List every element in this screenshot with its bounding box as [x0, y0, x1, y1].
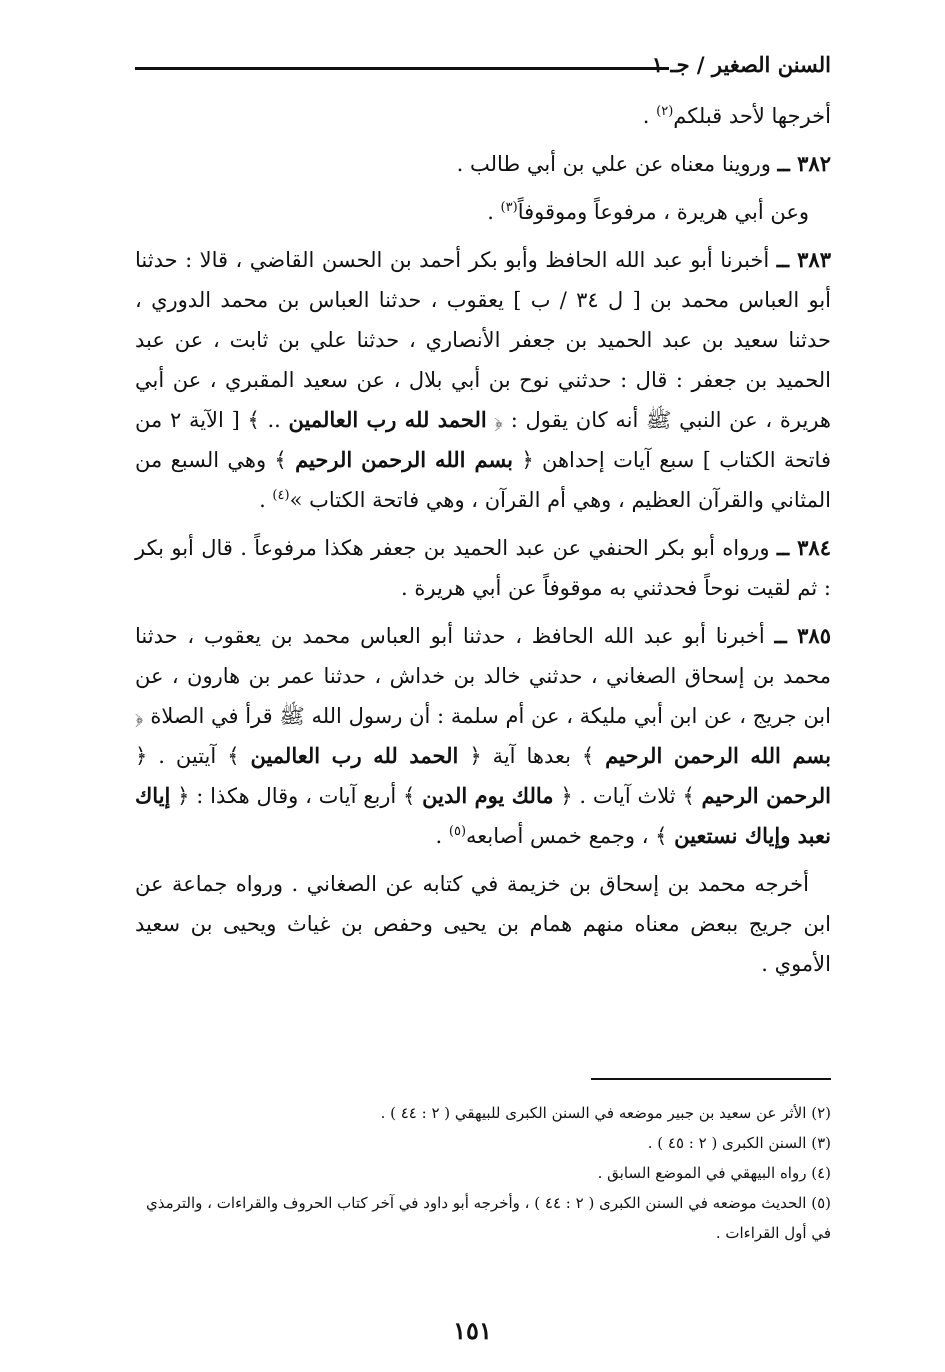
footnote-ref: (٤) [272, 488, 290, 503]
footnote-separator [591, 1078, 831, 1080]
footnote-ref: (٣) [500, 200, 518, 215]
hadith-number: ٣٨٢ ــ [777, 151, 831, 176]
quran-verse: مالك يوم الدين [422, 783, 554, 808]
header-rule [135, 67, 669, 70]
footnote-3: (٣) السنن الكبرى ( ٢ : ٤٥ ) . [647, 1134, 831, 1152]
quran-verse: بسم الله الرحمن الرحيم [605, 743, 831, 768]
footnotes [135, 1098, 831, 1248]
paragraph-takhrij: أخرجه محمد بن إسحاق بن خزيمة في كتابه عن الصغاني . ورواه جماعة عن ابن جريج ببعض معناه منهم همام بن يحيى وحفص بن غياث ويحيى بن سعيد الأموي . [135, 872, 831, 976]
hadith-383: ٣٨٣ ــ أخبرنا أبو عبد الله الحافظ وأبو بكر أحمد بن الحسن القاضي ، قالا : حدثنا أبو العباس محمد بن [ ل ٣٤ / ب ] يعقوب ، حدثنا العباس بن محمد الدوري ، حدثنا سعيد بن عبد الحميد بن جعفر الأنصاري ، حدثنا علي بن ثابت ، عن عبد الحميد بن جعفر : قال : حدثني نوح بن أبي بلال ، عن سعيد المقبري ، عن أبي هريرة ، عن النبي ﷺ أنه كان يقول : ﴿ الحمد لله رب العالمين .. ﴾ [ الآية ٢ من فاتحة الكتاب ] سبع آيات إحداهن ﴿ بسم الله الرحمن الرحيم ﴾ وهي السبع من المثاني والقرآن العظيم ، وهي أم القرآن ، وهي فاتحة الكتاب »$^{(٤)}$ . [135, 247, 831, 512]
main-text [135, 96, 831, 992]
footnote-5: (٥) الحديث موضعه في السنن الكبرى ( ٢ : ٤٤ ) ، وأخرجه أبو داود في آخر كتاب الحروف والقراءات ، والترمذي في أول القراءات . [145, 1194, 831, 1242]
quran-verse: الحمد لله رب العالمين [250, 743, 459, 768]
page-number: ١٥١ [453, 1316, 492, 1345]
hadith-384: ٣٨٤ ــ ورواه أبو بكر الحنفي عن عبد الحميد بن جعفر هكذا مرفوعاً . قال أبو بكر : ثم لقيت نوحاً فحدثني به موقوفاً عن أبي هريرة . [135, 535, 831, 600]
quran-verse: الرحمن الرحيم [701, 783, 831, 808]
paragraph-intro: أخرجها لأحد قبلكم$^{(٢)}$ . [642, 104, 831, 128]
quran-verse: الحمد لله رب العالمين [288, 407, 487, 432]
footnote-ref: (٢) [656, 104, 674, 119]
header-title: السنن الصغير / جـ ١ [651, 52, 831, 77]
quran-verse: بسم الله الرحمن الرحيم [295, 447, 514, 472]
hadith-385: ٣٨٥ ــ أخبرنا أبو عبد الله الحافظ ، حدثنا أبو العباس محمد بن يعقوب ، حدثنا محمد بن إسحاق الصغاني ، حدثني خالد بن خداش ، حدثنا عمر بن هارون ، عن ابن جريج ، عن ابن أبي مليكة ، عن أم سلمة : أن رسول الله ﷺ قرأ في الصلاة ﴿ بسم الله الرحمن الرحيم ﴾ بعدها آية ﴿ الحمد لله رب العالمين ﴾ آيتين . ﴿ الرحمن الرحيم ﴾ ثلاث آيات . ﴿ مالك يوم الدين ﴾ أربع آيات ، وقال هكذا : ﴿ إياك نعبد وإياك نستعين ﴾ ، وجمع خمس أصابعه$^{(٥)}$ . [135, 623, 831, 848]
hadith-382-note: وعن أبي هريرة ، مرفوعاً وموقوفاً$^{(٣)}$ . [487, 200, 809, 224]
hadith-number: ٣٨٤ ــ [776, 535, 831, 560]
running-header [135, 50, 831, 86]
footnote-4: (٤) رواه البيهقي في الموضع السابق . [597, 1164, 831, 1182]
quran-verse: إياك نعبد وإياك نستعين [135, 783, 831, 848]
hadith-number: ٣٨٥ ــ [774, 623, 831, 648]
hadith-number: ٣٨٣ ــ [776, 247, 831, 272]
footnote-2: (٢) الأثر عن سعيد بن جبير موضعه في السنن الكبرى للبيهقي ( ٢ : ٤٤ ) . [380, 1104, 831, 1122]
hadith-382: ٣٨٢ ــ وروينا معناه عن علي بن أبي طالب . [456, 151, 831, 176]
footnote-ref: (٥) [448, 824, 467, 839]
